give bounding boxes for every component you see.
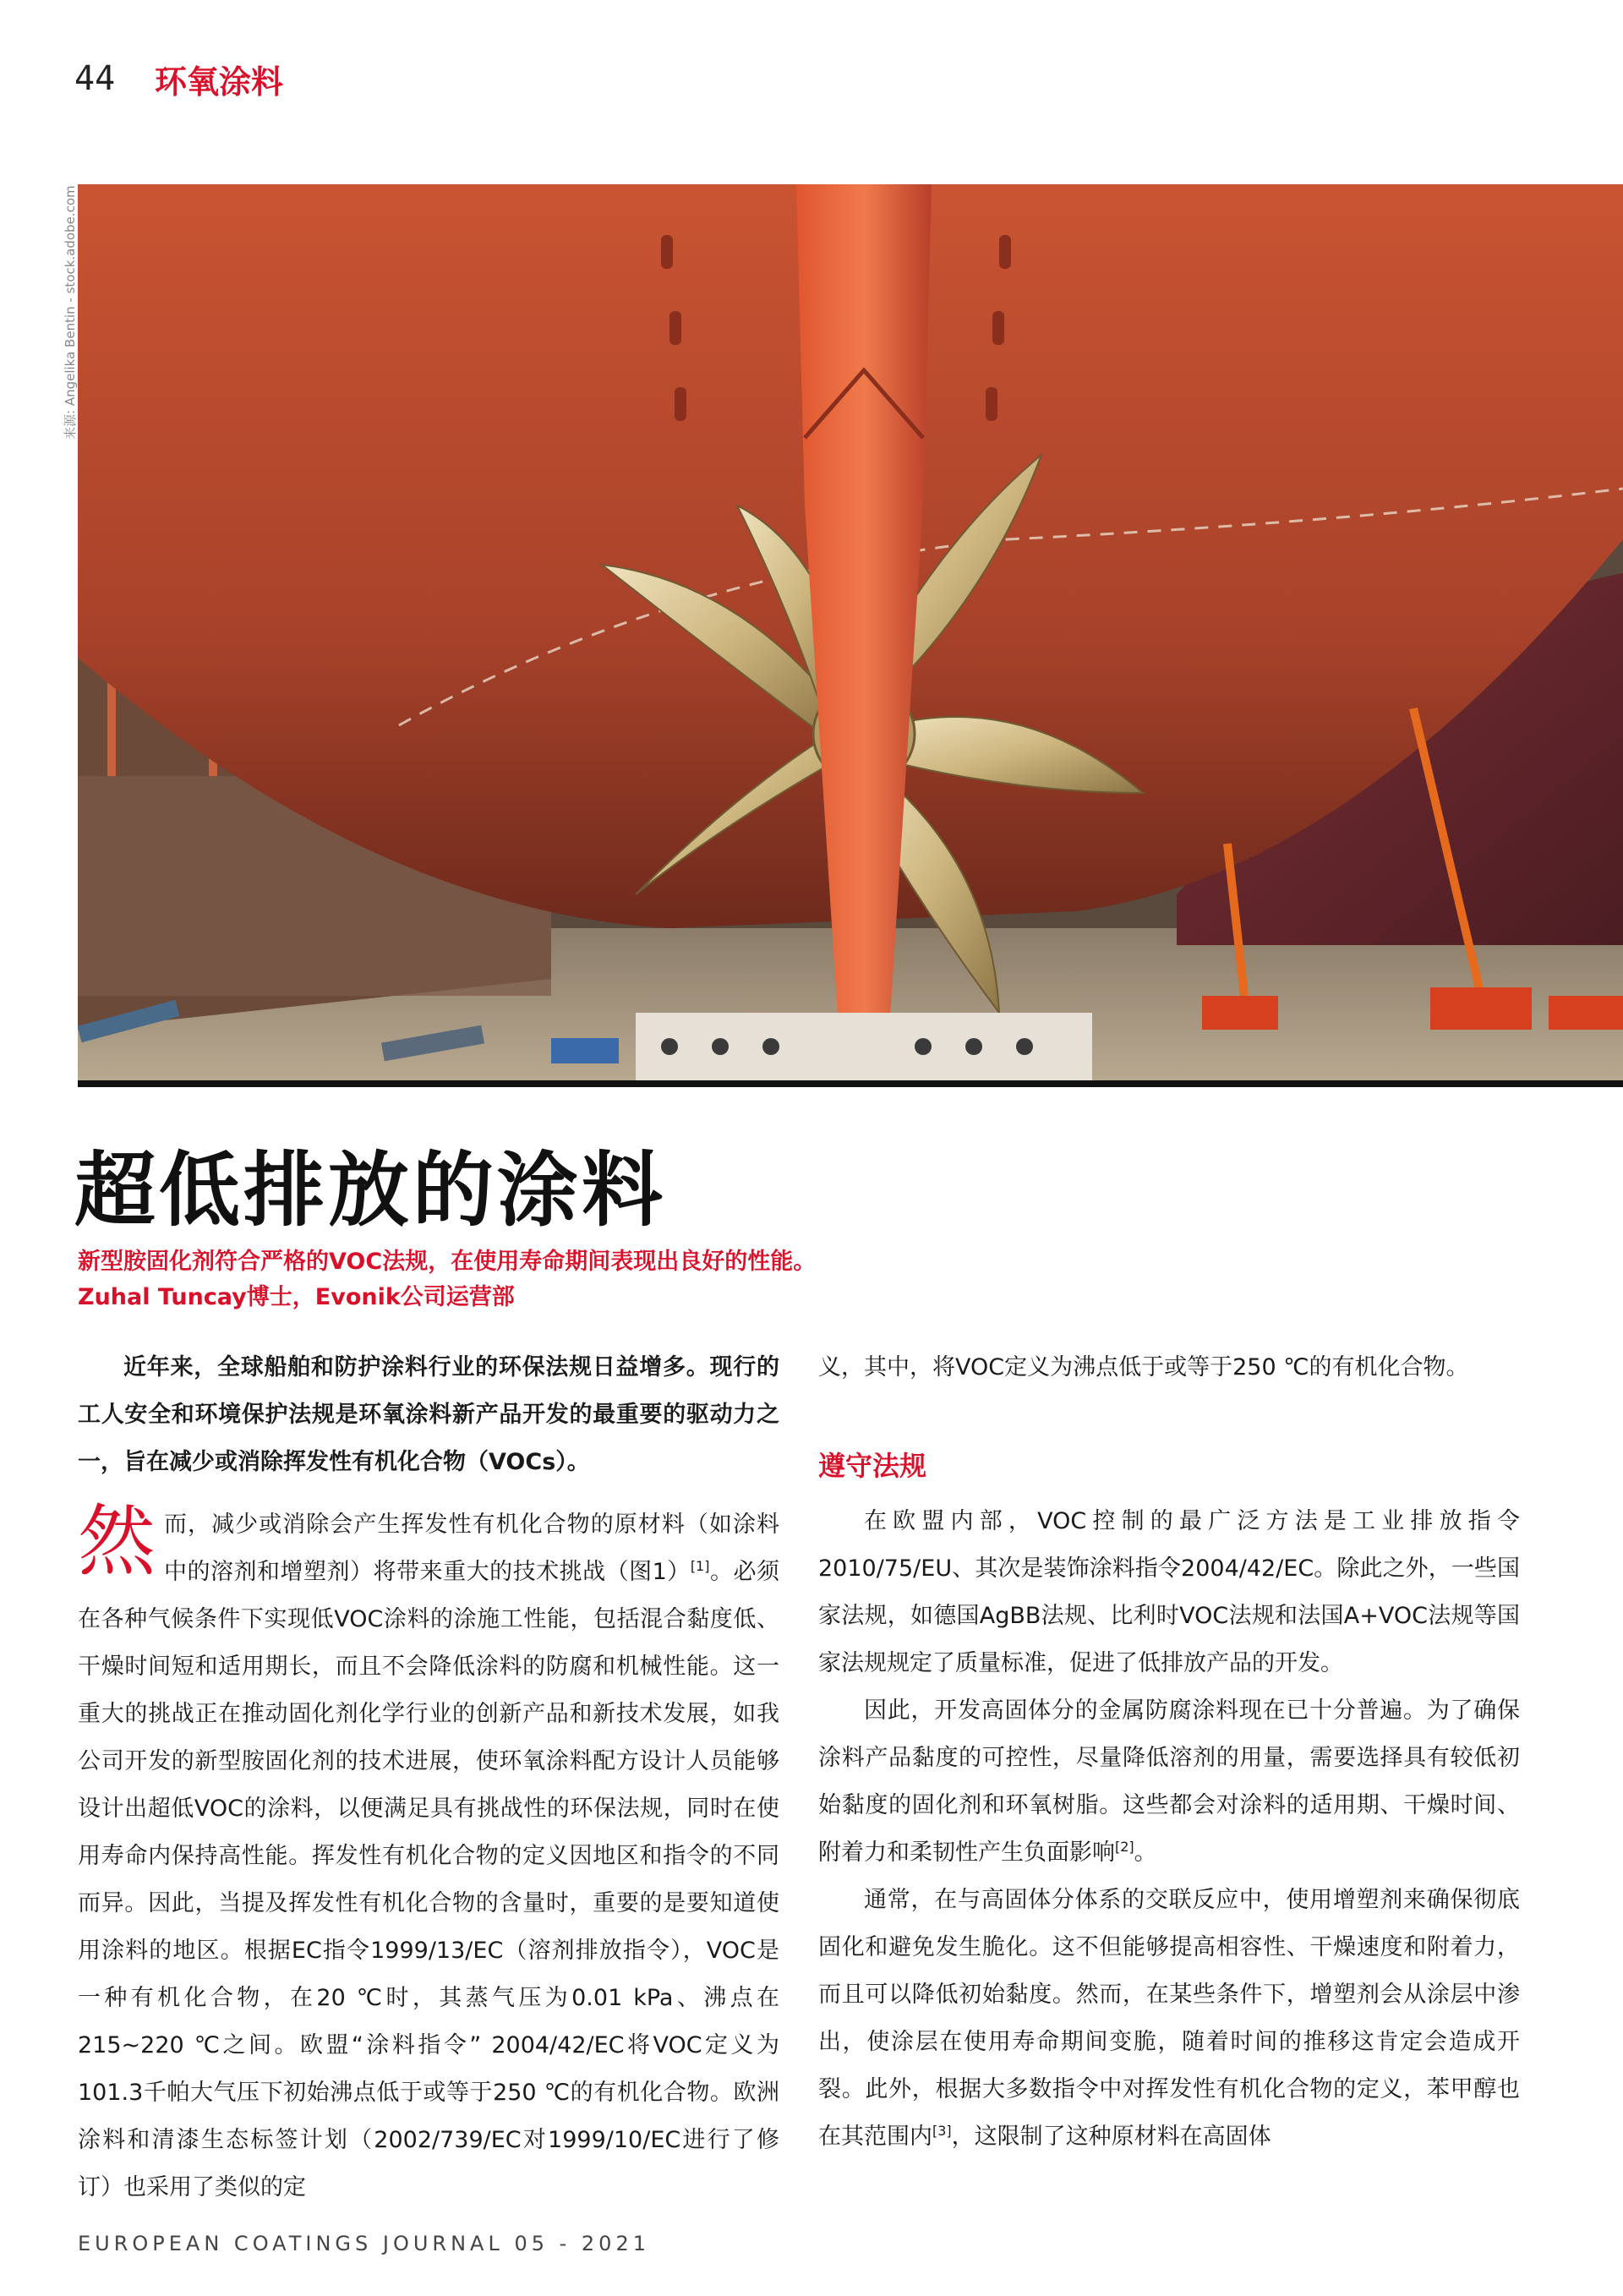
image-bottom-rule: [78, 1080, 1623, 1087]
drop-cap: 然: [78, 1496, 156, 1587]
body-paragraph-1: 然而，减少或消除会产生挥发性有机化合物的原材料（如涂料中的溶剂和增塑剂）将带来重大的技术挑战（图1）[1]。必须在各种气候条件下实现低VOC涂料的涂施工性能，包括混合黏度低、干燥时间短和适用期长，而且不会降低涂料的防腐和机械性能。这一重大的挑战正在推动固化剂化学行业的创新产品和新技术发展，如我公司开发的新型胺固化剂的技术进展，使环氧涂料配方设计人员能够设计出超低VOC的涂料，以便满足具有挑战性的环保法规，同时在使用寿命内保持高性能。挥发性有机化合物的定义因地区和指令的不同而异。因此，当提及挥发性有机化合物的含量时，重要的是要知道使用涂料的地区。根据EC指令1999/13/EC（溶剂排放指令），VOC是一种有机化合物，在20 ℃时，其蒸气压为0.01 kPa、沸点在215~220 ℃之间。欧盟“涂料指令” 2004/42/EC将VOC定义为101.3千帕大气压下初始沸点低于或等于250 ℃的有机化合物。欧洲涂料和清漆生态标签计划（2002/739/EC对1999/10/EC进行了修订）也采用了类似的定: [78, 1496, 779, 2200]
article-title: 超低排放的涂料: [74, 1143, 666, 1238]
section-heading: 遵守法规: [818, 1450, 927, 1482]
hero-image: [78, 184, 1623, 1080]
section-title: 环氧涂料: [155, 63, 284, 101]
lead-paragraph: 近年来，全球船舶和防护涂料行业的环保法规日益增多。现行的工人安全和环境保护法规是环氧涂料新产品开发的最重要的驱动力之一，旨在减少或消除挥发性有机化合物（VOCs）。: [78, 1354, 779, 1475]
body-paragraph-2: 在欧盟内部，VOC控制的最广泛方法是工业排放指令2010/75/EU、其次是装饰涂料指令2004/42/EC。除此之外，一些国家法规，如德国AgBB法规、比利时VOC法规和法国A+VOC法规等国家法规规定了质量标准，促进了低排放产品的开发。: [818, 1508, 1520, 1676]
body-paragraph-cont: 义，其中，将VOC定义为沸点低于或等于250 ℃的有机化合物。: [818, 1354, 1469, 1380]
ship-propeller-illustration: [78, 184, 1623, 1080]
citation-3[interactable]: [3]: [932, 2123, 952, 2139]
article-subtitle: 新型胺固化剂符合严格的VOC法规，在使用寿命期间表现出良好的性能。: [78, 1249, 817, 1275]
body-paragraph-3: 因此，开发高固体分的金属防腐涂料现在已十分普遍。为了确保涂料产品黏度的可控性，尽量降低溶剂的用量，需要选择具有较低初始黏度的固化剂和环氧树脂。这些都会对涂料的适用期、干燥时间、附着力和柔韧性产生负面影响[2]。: [818, 1697, 1520, 1866]
citation-1[interactable]: [1]: [690, 1558, 710, 1574]
journal-footer: EUROPEAN COATINGS JOURNAL 05 - 2021: [78, 2232, 650, 2255]
article-byline: Zuhal Tuncay博士，Evonik公司运营部: [78, 1284, 515, 1310]
page-number: 44: [74, 59, 116, 98]
right-column: [818, 1344, 1520, 2161]
left-column: [78, 1344, 779, 2211]
body-paragraph-4: 通常，在与高固体分体系的交联反应中，使用增塑剂来确保彻底固化和避免发生脆化。这不但能够提高相容性、干燥速度和附着力，而且可以降低初始黏度。然而，在某些条件下，增塑剂会从涂层中渗出，使涂层在使用寿命期间变脆，随着时间的推移这肯定会造成开裂。此外，根据大多数指令中对挥发性有机化合物的定义，苯甲醇也在其范围内[3]，这限制了这种原材料在高固体: [818, 1887, 1520, 2150]
citation-2[interactable]: [2]: [1115, 1839, 1134, 1855]
image-credit: 来源: Angelika Bentin - stock.adobe.com: [63, 185, 78, 440]
